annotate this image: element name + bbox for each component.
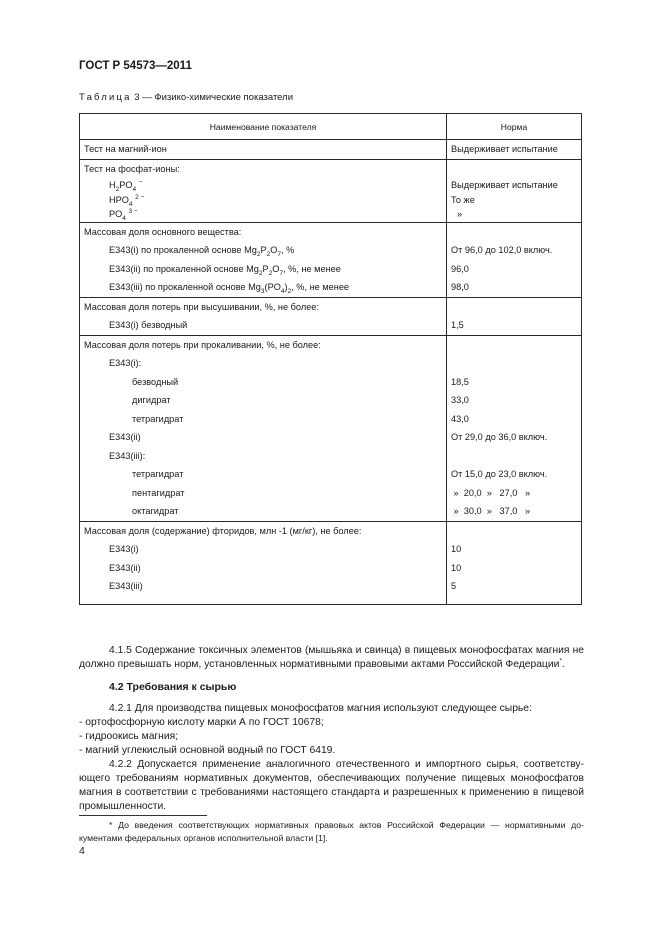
ion-formula: $HPO_4$ $^{2 -}$ [109,193,145,208]
row-norm: От 29,0 до 36,0 включ. [451,432,548,442]
row-norm: 5 [451,581,457,591]
row-norm [451,447,577,466]
row-norm: » 30,0 » 37,0 » [451,506,531,516]
document-header: ГОСТ Р 54573—2011 [79,60,192,72]
row-norm: Выдерживает испытание [451,180,558,190]
ion-formula: $H_2PO_4$ − [109,178,143,193]
body-text [79,644,584,814]
table-row [80,521,582,604]
row-title: Массовая доля потерь при прокаливании, %, не более: [84,339,321,350]
list-item: - ортофосфорную кислоту марки А по ГОСТ 10678; [79,717,324,728]
row-item: тетрагидрат [132,469,184,479]
row-norm: 43,0 [451,413,469,424]
footnote-text: * До введения соответствующих нормативных правовых актов Российской Федерации — нормативными документами федеральных органов исполнительной власти [1]. [79,820,584,843]
row-item: Е343(i): [109,358,142,368]
row-norm: От 96,0 до 102,0 включ. [451,245,553,255]
list-item: - магний углекислый основной водный по ГОСТ 6419. [79,745,336,756]
table-row [80,140,582,160]
row-item: Е343(ii) по прокаленной основе $Mg_2P_2O_7$, %, не менее [109,263,341,277]
row-item: Е343(i) [109,544,139,554]
table-row [80,222,582,297]
column-header-name: Наименование показателя [80,114,447,140]
paragraph-4-2-2: 4.2.2 Допускается применение аналогичного отечественного и импортного сырья, соответствующего требованиям нормативных документов, обеспечивающих получение пищевых монофосфатов магния в соответствии с требованиями настоящего стандарта и разрешенных к применению в пищевой промышленности. [79,759,584,812]
row-item: дигидрат [132,395,171,405]
row-label: Тест на магний-ион [84,144,167,154]
row-item: Е343(ii) [109,432,141,442]
page-number: 4 [79,845,85,857]
row-norm [451,354,577,373]
row-norm: » [457,209,463,219]
row-norm: 10 [451,562,462,573]
row-title: Массовая доля основного вещества: [84,226,242,237]
paragraph-4-2-1: 4.2.1 Для производства пищевых монофосфатов магния используют следующее сырье: [109,703,532,714]
column-header-norm: Норма [447,114,582,140]
row-item: безводный [132,376,179,387]
ion-formula: $PO_4$ $^{3 -}$ [109,207,138,222]
section-heading-4-2: 4.2 Требования к сырью [109,681,237,693]
row-norm: 33,0 [451,395,469,405]
table-caption-label: Таблица [79,92,132,103]
row-item: Е343(ii) [109,562,141,573]
row-title: Тест на фосфат-ионы: [84,163,180,174]
table-caption-title: — Физико-химические показатели [142,92,294,103]
row-item: Е343(i) по прокаленной основе $Mg_2P_2O_7$, % [109,245,295,258]
row-item: октагидрат [132,506,179,516]
row-norm: Выдерживает испытание [451,144,558,154]
row-norm: » 20,0 » 27,0 » [451,487,531,498]
row-norm: 98,0 [451,282,469,292]
paragraph-4-1-5: 4.1.5 Содержание токсичных элементов (мышьяка и свинца) в пищевых монофосфатах магния не должно превышать норм, установленных нормативными правовыми актами Российской Федерации*. [79,645,584,670]
footnote [79,819,584,844]
table-row [80,159,582,222]
row-norm: 1,5 [451,320,464,330]
list-item: - гидроокись магния; [79,731,179,742]
row-item: Е343(iii): [109,450,146,461]
properties-table [79,113,582,605]
table-caption [79,92,293,103]
row-title: Массовая доля (содержание) фторидов, млн -1 (мг/кг), не более: [84,525,362,536]
table-row [80,335,582,521]
row-norm: От 15,0 до 23,0 включ. [451,469,548,479]
row-item: пентагидрат [132,487,185,498]
row-item: Е343(iii) [109,581,143,591]
footnote-divider [79,815,207,816]
row-item: Е343(i) безводный [109,320,188,330]
row-item: тетрагидрат [132,413,184,424]
table-header-row [80,114,582,140]
row-norm: 96,0 [451,263,469,274]
row-norm: 18,5 [451,376,469,387]
row-title: Массовая доля потерь при высушивании, %, не более: [84,301,319,312]
table-caption-number: 3 [134,92,140,103]
row-item: Е343(iii) по прокаленной основе $Mg_3(PO_4)_2$, %, не менее [109,282,350,295]
table-row [80,297,582,335]
row-norm: То же [451,194,475,205]
row-norm: 10 [451,544,462,554]
